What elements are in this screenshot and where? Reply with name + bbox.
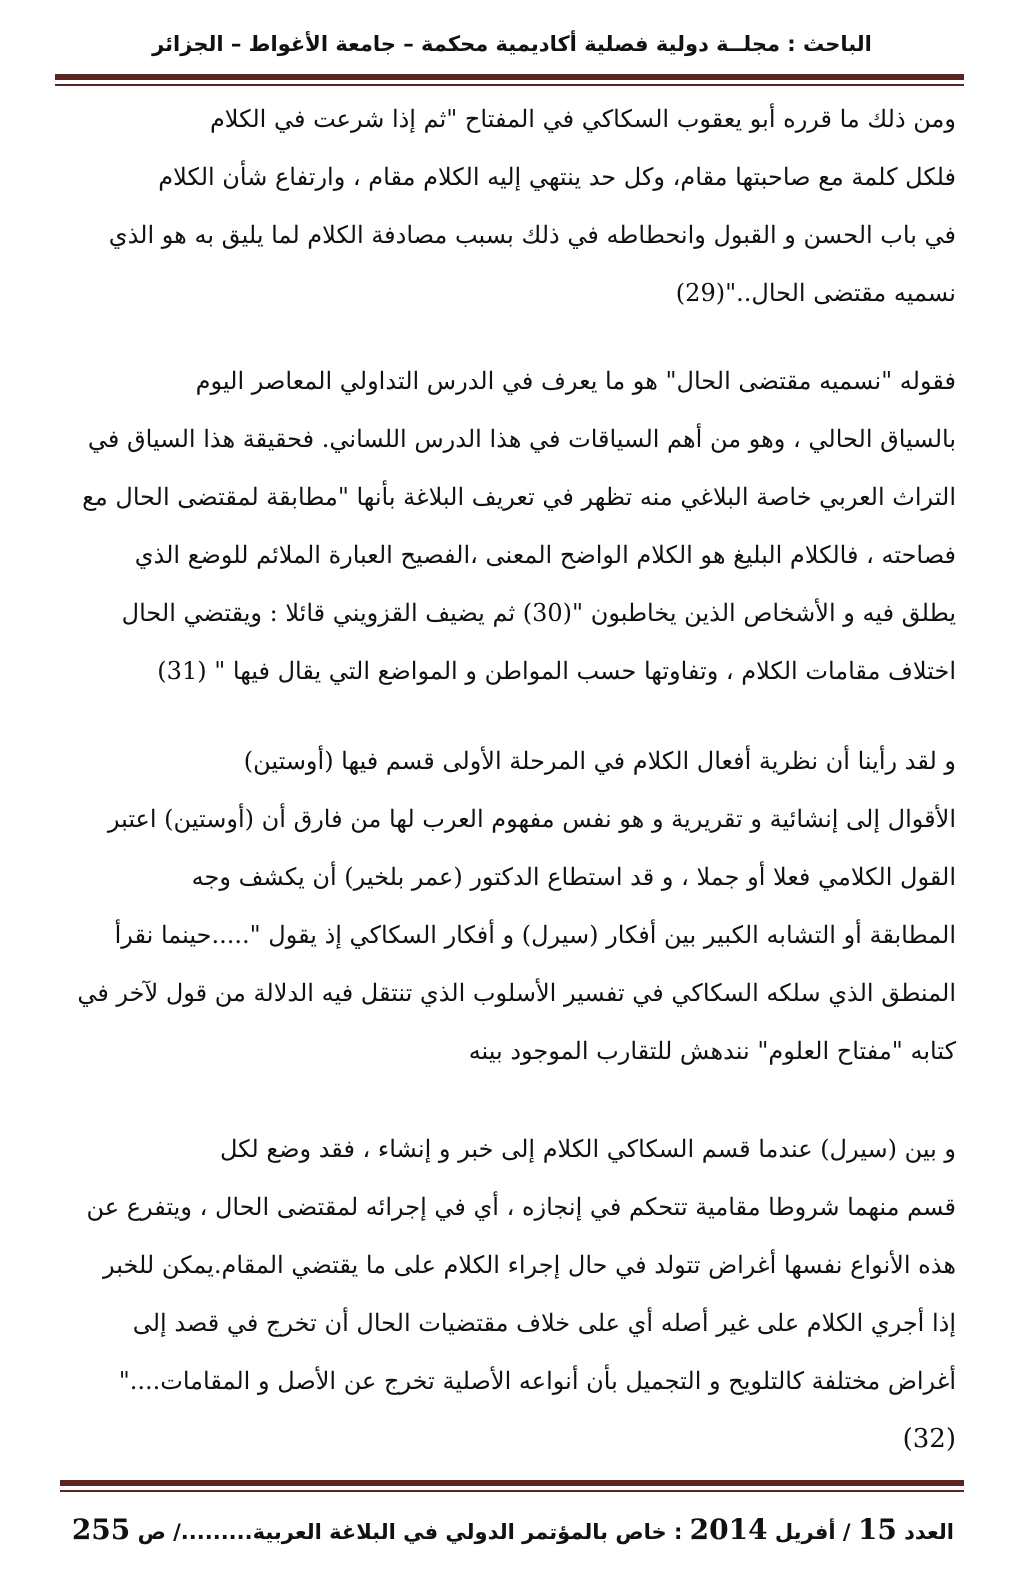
paragraph-2	[62, 352, 956, 700]
paragraph-2-line-4: فصاحته ، فالكلام البليغ هو الكلام الواضح المعنى ،الفصيح العبارة الملائم للوضع الذي	[134, 541, 956, 569]
issue-month: أفريل	[774, 1520, 836, 1544]
paragraph-1-line-2: فلكل كلمة مع صاحبتها مقام، وكل حد ينتهي إليه الكلام مقام ، وارتفاع شأن الكلام	[158, 163, 956, 191]
paragraph-4-line-3: هذه الأنواع نفسها أغراض تتولد في حال إجراء الكلام على ما يقتضي المقام.يمكن للخبر	[102, 1251, 956, 1279]
article-body	[62, 90, 956, 1468]
paragraph-3	[62, 732, 956, 1080]
paragraph-1	[62, 90, 956, 322]
page-footer	[71, 1510, 954, 1552]
paragraph-1-line-4: نسميه مقتضى الحال.."(29)	[675, 279, 956, 307]
paragraph-3-line-6: كتابه "مفتاح العلوم" نندهش للتقارب الموجود بينه	[468, 1037, 956, 1065]
paragraph-1-line-1: ومن ذلك ما قرره أبو يعقوب السكاكي في المفتاح "ثم إذا شرعت في الكلام	[209, 105, 956, 133]
page-number: 255	[71, 1513, 131, 1546]
paragraph-3-line-4: المطابقة أو التشابه الكبير بين أفكار (سيرل) و أفكار السكاكي إذ يقول ".....حينما نقرأ	[114, 921, 956, 949]
footer-rule-thin	[60, 1490, 964, 1492]
footer-separator: /	[842, 1520, 851, 1544]
paragraph-4	[62, 1120, 956, 1468]
header-rule-thick	[55, 74, 964, 80]
paragraph-2-line-3: التراث العربي خاصة البلاغي منه تظهر في تعريف البلاغة بأنها "مطابقة لمقتضى الحال مع	[82, 483, 956, 511]
footnote-ref-32: (32)	[902, 1424, 956, 1454]
journal-header: الباحث : مجلــة دولية فصلية أكاديمية محكمة – جامعة الأغواط – الجزائر	[152, 32, 872, 56]
paragraph-3-line-3: القول الكلامي فعلا أو جملا ، و قد استطاع الدكتور (عمر بلخير) أن يكشف وجه	[191, 863, 956, 891]
footer-rule-thick	[60, 1480, 964, 1486]
paragraph-2-line-5: يطلق فيه و الأشخاص الذين يخاطبون "(30) ثم يضيف القزويني قائلا : ويقتضي الحال	[121, 599, 956, 627]
paragraph-3-line-5: المنطق الذي سلكه السكاكي في تفسير الأسلوب الذي تنتقل فيه الدلالة من قول لآخر في	[77, 979, 956, 1007]
paragraph-4-line-4: إذا أجري الكلام على غير أصله أي على خلاف مقتضيات الحال أن تخرج في قصد إلى	[132, 1309, 956, 1337]
paragraph-1-line-3: في باب الحسن و القبول وانحطاطه في ذلك بسبب مصادفة الكلام لما يليق به هو الذي	[108, 221, 956, 249]
page-label: ص	[137, 1520, 166, 1544]
issue-label: العدد	[904, 1520, 954, 1544]
paragraph-4-line-1: و بين (سيرل) عندما قسم السكاكي الكلام إلى خبر و إنشاء ، فقد وضع لكل	[219, 1135, 956, 1163]
paragraph-3-line-1: و لقد رأينا أن نظرية أفعال الكلام في المرحلة الأولى قسم فيها (أوستين)	[243, 747, 956, 775]
paragraph-2-line-2: بالسياق الحالي ، وهو من أهم السياقات في هذا الدرس اللساني. فحقيقة هذا السياق في	[87, 425, 956, 453]
issue-number: 15	[857, 1513, 897, 1546]
paragraph-2-line-1: فقوله "نسميه مقتضى الحال" هو ما يعرف في الدرس التداولي المعاصر اليوم	[195, 367, 956, 395]
paragraph-2-line-6: اختلاف مقامات الكلام ، وتفاوتها حسب المواطن و المواضع التي يقال فيها " (31)	[157, 657, 956, 685]
paragraph-4-line-2: قسم منهما شروطا مقامية تتحكم في إنجازه ، أي في إجرائه لمقتضى الحال ، ويتفرع عن	[86, 1193, 956, 1221]
issue-year: 2014	[689, 1513, 768, 1546]
paragraph-4-line-5: أغراض مختلفة كالتلويح و التجميل بأن أنواعه الأصلية تخرج عن الأصل و المقامات...."	[118, 1367, 956, 1395]
header-rule-thin	[55, 84, 964, 86]
paragraph-3-line-2: الأقوال إلى إنشائية و تقريرية و هو نفس مفهوم العرب لها من فارق أن (أوستين) اعتبر	[107, 805, 956, 833]
issue-description: : خاص بالمؤتمر الدولي في البلاغة العربية........./	[173, 1520, 683, 1544]
